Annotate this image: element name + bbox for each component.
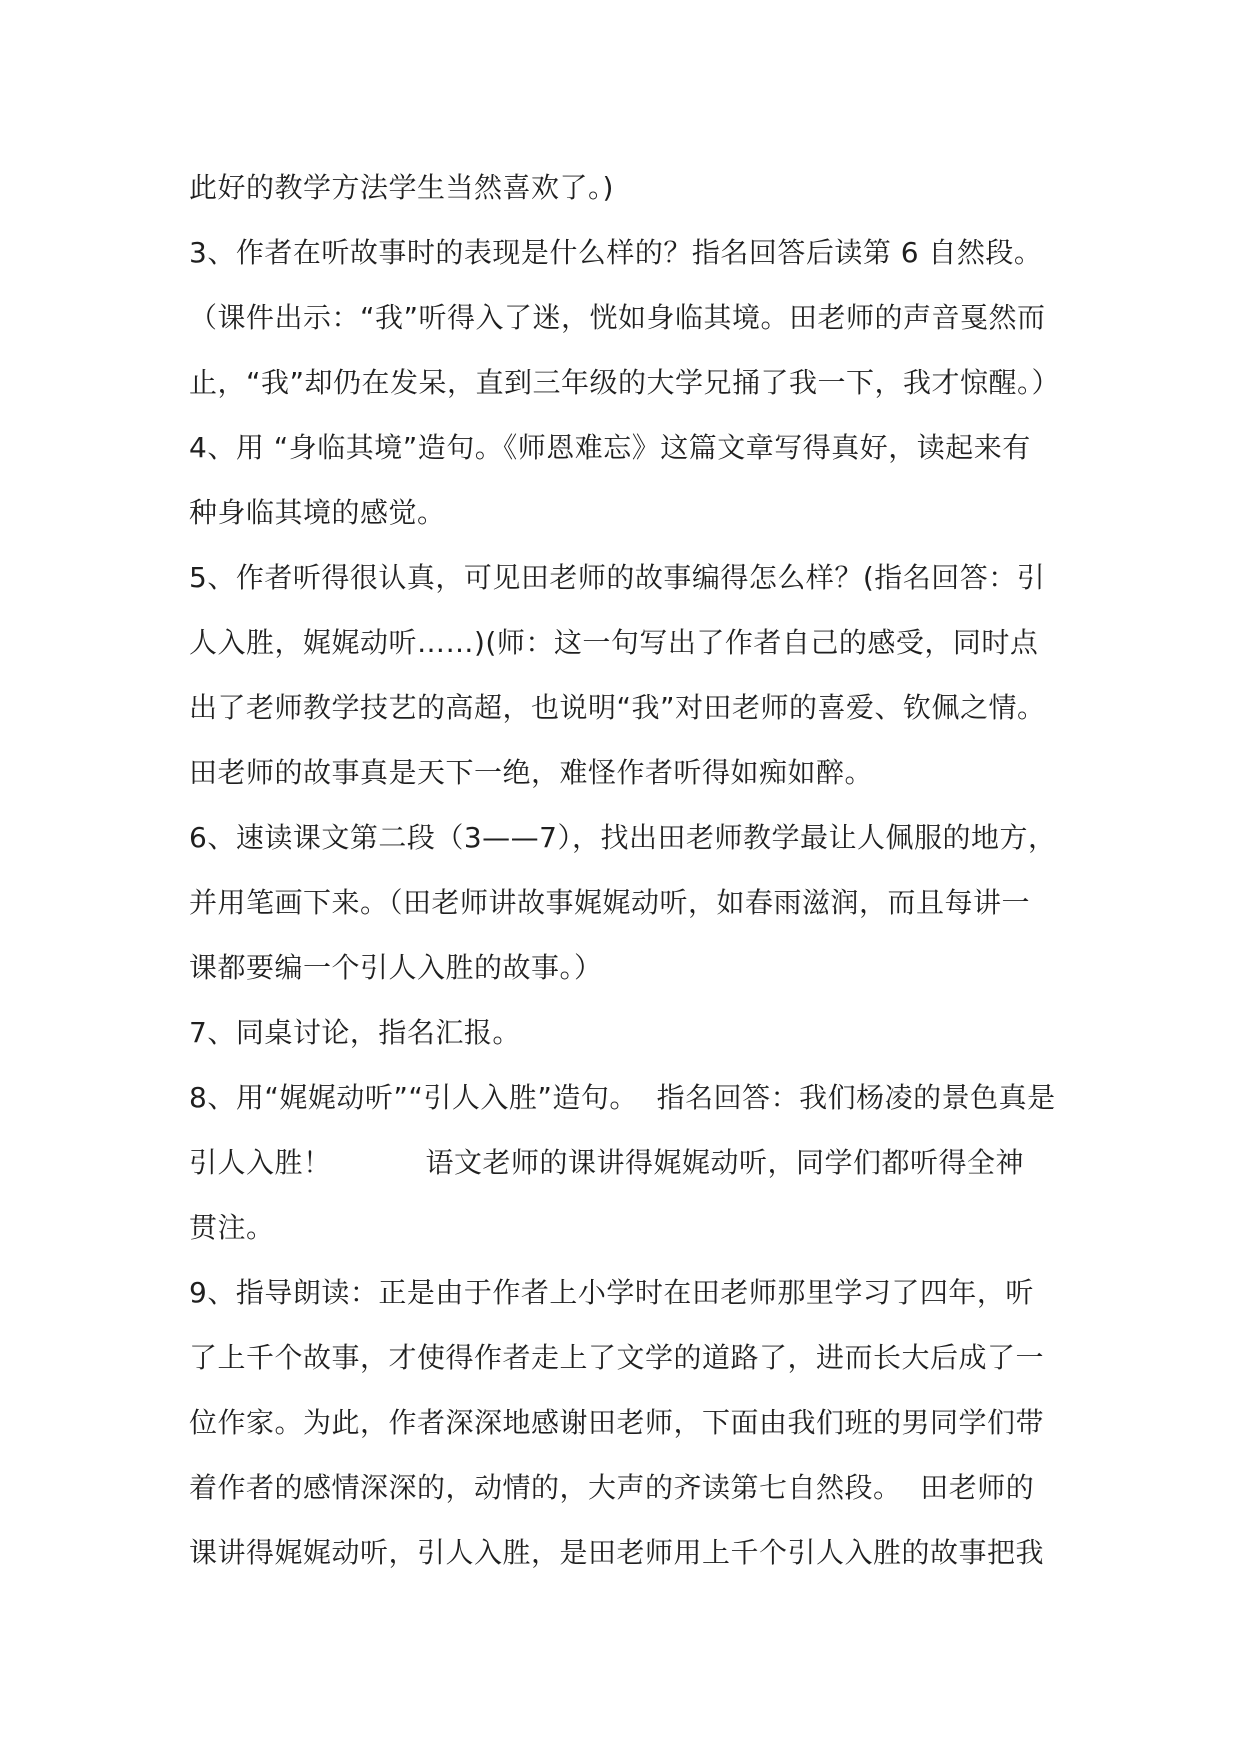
text-line: 4、用 “身临其境”造句。《师恩难忘》这篇文章写得真好，读起来有: [189, 431, 1031, 464]
text-line: 田老师的故事真是天下一绝，难怪作者听得如痴如醉。: [189, 756, 874, 789]
text-line: 9、指导朗读：正是由于作者上小学时在田老师那里学习了四年，听: [189, 1276, 1034, 1309]
text-line: 人入胜，娓娓动听……)(师：这一句写出了作者自己的感受，同时点: [189, 626, 1039, 659]
text-line: 课都要编一个引人入胜的故事。）: [189, 951, 603, 984]
text-line: 此好的教学方法学生当然喜欢了。): [189, 171, 614, 204]
text-line: 并用笔画下来。（田老师讲故事娓娓动听，如春雨滋润，而且每讲一: [189, 886, 1031, 919]
text-line: 课讲得娓娓动听，引人入胜，是田老师用上千个引人入胜的故事把我: [189, 1536, 1045, 1569]
text-line: 出了老师教学技艺的高超，也说明“我”对田老师的喜爱、钦佩之情。: [189, 691, 1046, 724]
text-line: 位作家。为此，作者深深地感谢田老师，下面由我们班的男同学们带: [189, 1406, 1045, 1439]
text-line: 引人入胜！ 语文老师的课讲得娓娓动听，同学们都听得全神: [189, 1146, 1025, 1179]
text-line: 止，“我”却仍在发呆，直到三年级的大学兄捅了我一下，我才惊醒。）: [189, 366, 1061, 399]
text-line: 6、速读课文第二段（3——7），找出田老师教学最让人佩服的地方，: [189, 821, 1057, 854]
text-line: 着作者的感情深深的，动情的，大声的齐读第七自然段。 田老师的: [189, 1471, 1035, 1504]
text-line: 贯注。: [189, 1211, 275, 1244]
text-line: 8、用“娓娓动听”“引人入胜”造句。 指名回答：我们杨凌的景色真是: [189, 1081, 1056, 1114]
text-line: 5、作者听得很认真，可见田老师的故事编得怎么样？(指名回答：引: [189, 561, 1046, 594]
text-line: 7、同桌讨论，指名汇报。: [189, 1016, 521, 1049]
text-line: 了上千个故事，才使得作者走上了文学的道路了，进而长大后成了一: [189, 1341, 1045, 1374]
text-line: （课件出示：“我”听得入了迷，恍如身临其境。田老师的声音戛然而: [189, 301, 1046, 334]
text-line: 种身临其境的感觉。: [189, 496, 446, 529]
text-line: 3、作者在听故事时的表现是什么样的？指名回答后读第 6 自然段。: [189, 236, 1043, 269]
